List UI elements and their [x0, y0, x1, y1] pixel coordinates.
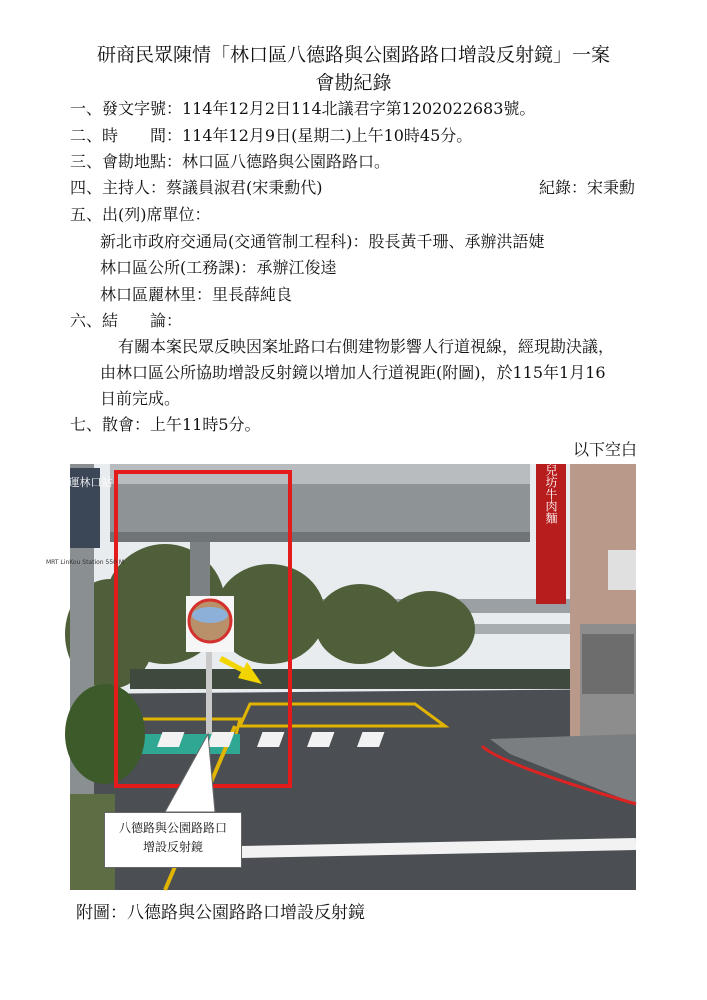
attendee-transport: 新北市政府交通局(交通管制工程科)：股長黃千珊、承辦洪語婕 — [100, 232, 545, 251]
conclusion-line-2: 由林口區公所協助增設反射鏡以增加人行道視距(附圖)，於115年1月16 — [100, 363, 606, 382]
conclusion-line-3: 日前完成。 — [100, 389, 181, 408]
station-sign-text: 捷運林口站 — [57, 476, 113, 489]
item-location: 三、會勘地點：林口區八德路與公園路路口。 — [70, 152, 391, 171]
item-attendees-heading: 五、出(列)席單位： — [70, 205, 211, 224]
conclusion-line-1: 有關本案民眾反映因案址路口右側建物影響人行道視線，經現勘決議， — [118, 337, 615, 356]
document-title: 研商民眾陳情「林口區八德路與公園路路口增設反射鏡」一案 — [96, 44, 610, 66]
attendee-district-office: 林口區公所(工務課)：承辦江俊逵 — [100, 258, 337, 277]
document-subtitle: 會勘紀錄 — [315, 72, 392, 94]
item-document-number: 一、發文字號：114年12月2日114北議君字第1202022683號。 — [70, 99, 536, 118]
callout-line-1: 八德路與公園路路口 — [118, 821, 227, 835]
recorder: 紀錄：宋秉勳 — [538, 178, 635, 197]
item-adjourn: 七、散會：上午11時5分。 — [70, 415, 261, 434]
station-sign-en: MRT LinKou Station 550 M — [45, 559, 125, 566]
shop-sign-text: 兒坊牛肉麵 — [544, 464, 558, 524]
item-time: 二、時 間：114年12月9日(星期二)上午10時45分。 — [70, 126, 473, 145]
figure-caption: 附圖：八德路與公園路路口增設反射鏡 — [76, 903, 365, 923]
item-conclusion-heading: 六、結 論： — [70, 311, 183, 330]
blank-note: 以下空白 — [572, 440, 637, 459]
mirror-callout — [104, 812, 242, 868]
callout-line-2: 增設反射鏡 — [142, 840, 203, 854]
attendee-village: 林口區麗林里：里長薛純良 — [100, 285, 293, 304]
item-host: 四、主持人：蔡議員淑君(宋秉勳代) — [70, 178, 323, 197]
